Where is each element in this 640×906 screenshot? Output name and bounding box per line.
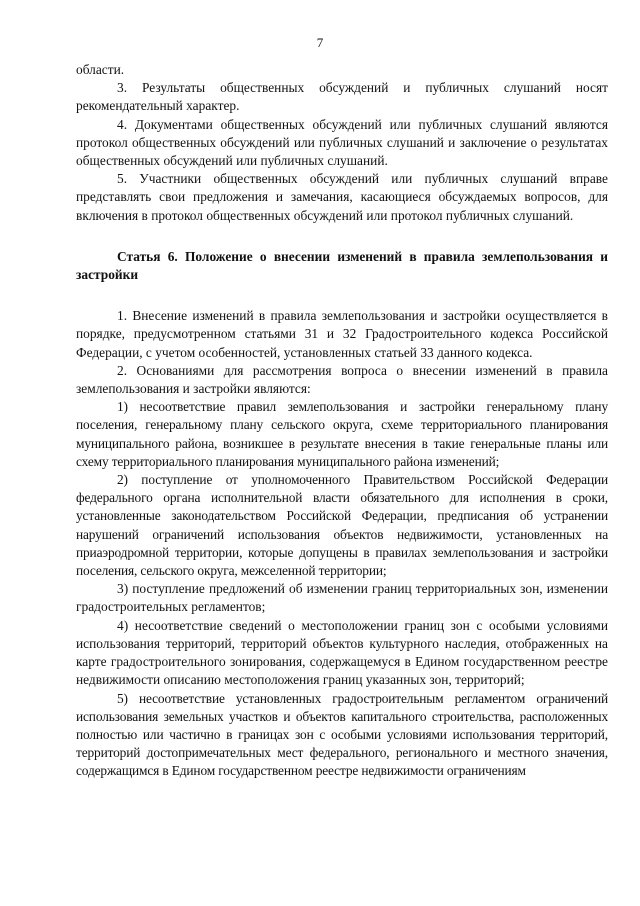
- page-number: 7: [316, 35, 324, 50]
- list-item-4: 4) несоответствие сведений о местоположении границ зон с особыми условиями использования территорий, территорий объектов культурного наследия, отображенных на карте градостроительного зонирования, содержащемуся в Едином государственном реестре недвижимости описанию местоположения границ указанных зон, территорий;: [76, 617, 608, 688]
- list-item-2: 2) поступление от уполномоченного Правительством Российской Федерации федерального органа исполнительной власти обязательного для исполнения в сроки, установленные законодательством Российской Федерации, предписания об устранении нарушений ограничений использования объектов недвижимости, установленных на приаэродромной территории, которые допущены в правилах землепользования и застройки поселения, сельского округа, межселенной территории;: [76, 472, 608, 579]
- article-6-paragraph-2: 2. Основаниями для рассмотрения вопроса о внесении изменений в правила землепользования и застройки являются:: [76, 362, 608, 397]
- paragraph-continuation: области.: [76, 62, 125, 77]
- paragraph-4: 4. Документами общественных обсуждений или публичных слушаний являются протокол общественных обсуждений или публичных слушаний и заключение о результатах общественных обсуждений или публичных слушаний.: [76, 116, 608, 169]
- paragraph-5: 5. Участники общественных обсуждений или публичных слушаний вправе представлять свои предложения и замечания, касающиеся обсуждаемых вопросов, для включения в протокол общественных обсуждений или протокол публичных слушаний.: [76, 171, 608, 223]
- document-body: [76, 61, 608, 781]
- article-6-paragraph-1: 1. Внесение изменений в правила землепользования и застройки осуществляется в порядке, предусмотренном статьями 31 и 32 Градостроительного кодекса Российской Федерации, с учетом особенностей, установленных статьей 33 данного кодекса.: [76, 308, 608, 360]
- list-item-5: 5) несоответствие установленных градостроительным регламентом ограничений использования земельных участков и объектов капитального строительства, расположенных полностью или частично в границах зон с особыми условиями использования территорий, территорий достопримечательных мест федерального, регионального и местного значения, содержащимся в Едином государственном реестре недвижимости ограничениям: [76, 690, 608, 779]
- list-item-3: 3) поступление предложений об изменении границ территориальных зон, изменении градостроительных регламентов;: [76, 581, 608, 615]
- article-6-title: Статья 6. Положение о внесении изменений в правила землепользования и застройки: [76, 248, 608, 283]
- list-item-1: 1) несоответствие правил землепользования и застройки генеральному плану поселения, генеральному плану сельского округа, схеме территориального планирования муниципального района, возникшее в результате внесения в такие генеральные планы или схему территориального планирования муниципального района изменений;: [76, 399, 608, 469]
- paragraph-3: 3. Результаты общественных обсуждений и публичных слушаний носят рекомендательный характер.: [76, 80, 608, 114]
